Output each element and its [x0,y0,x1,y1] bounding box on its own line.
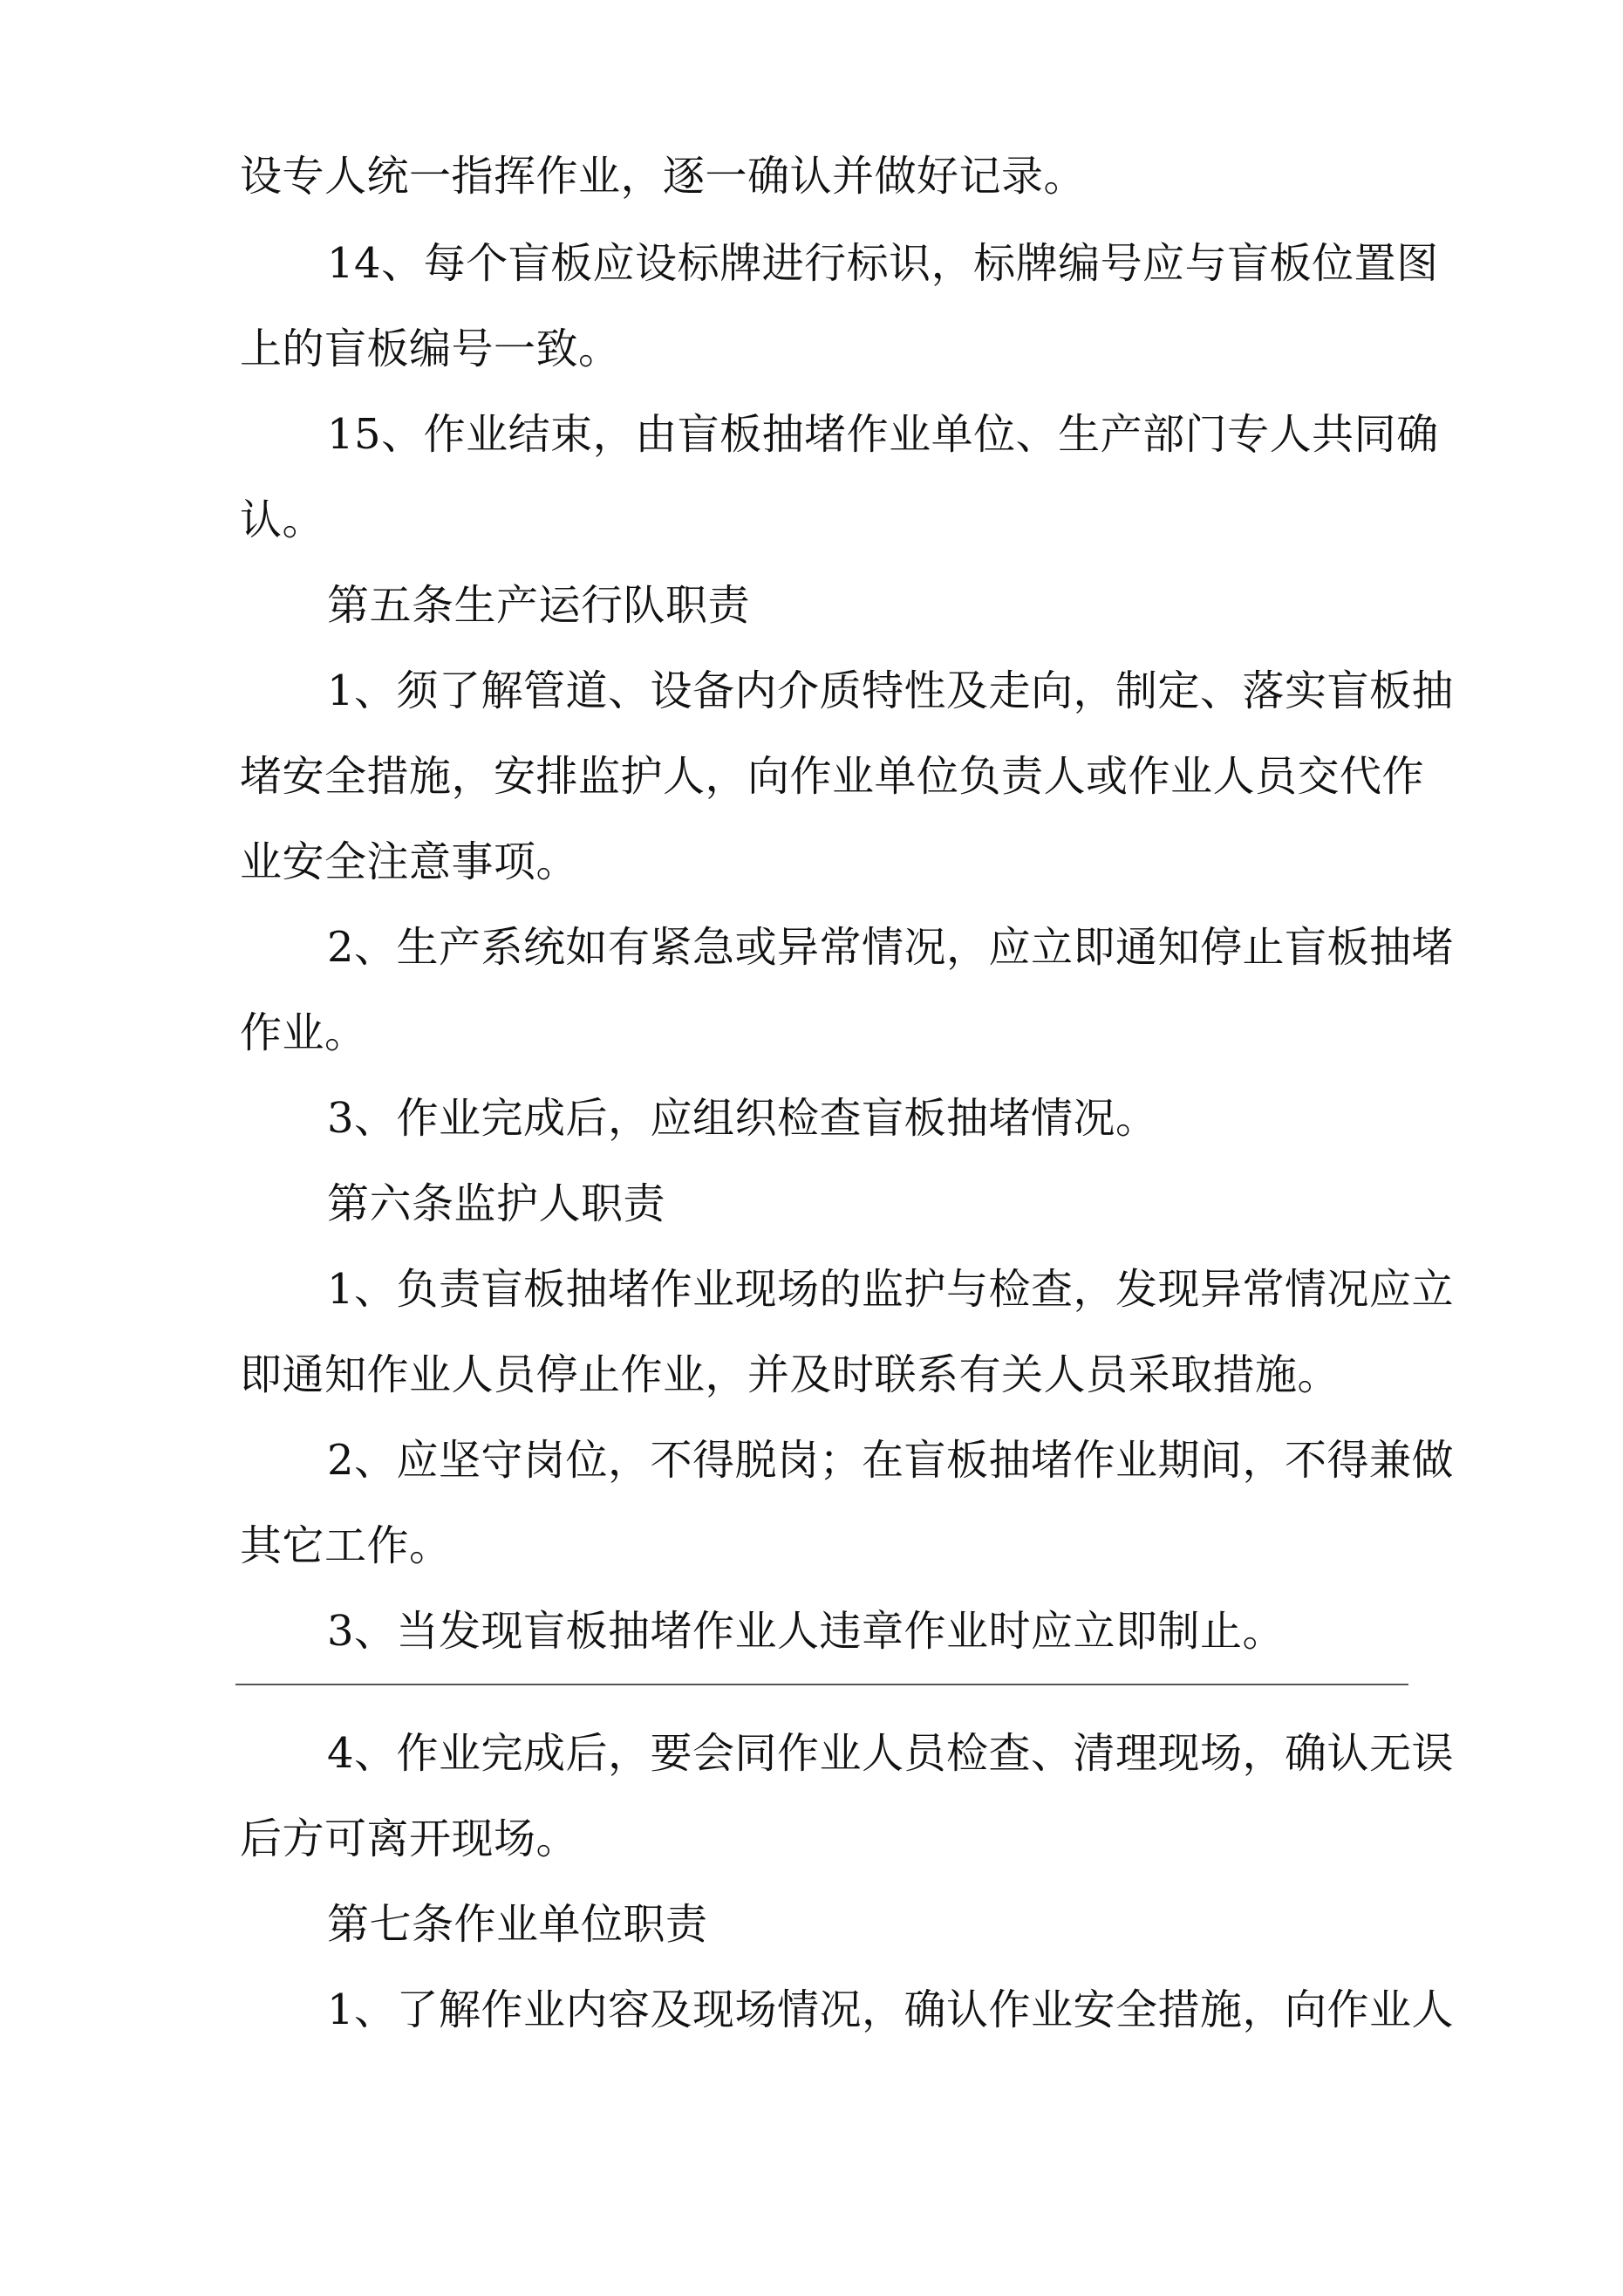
text-line: 即通知作业人员停止作业，并及时联系有关人员采取措施。 [240,1350,1340,1399]
text-line: 认。 [240,495,325,544]
text-line: 3、当发现盲板抽堵作业人违章作业时应立即制止。 [327,1607,1285,1656]
text-line: 作业。 [240,1008,367,1057]
text-line: 业安全注意事项。 [240,837,579,886]
text-line: 堵安全措施，安排监护人，向作业单位负责人或作业人员交代作 [240,752,1425,801]
text-line: 上的盲板编号一致。 [240,325,621,373]
text-line: 3、作业完成后，应组织检查盲板抽堵情况。 [327,1094,1158,1143]
text-line: 14、每个盲板应设标牌进行标识，标牌编号应与盲板位置图 [327,239,1439,288]
section-heading: 第七条作业单位职责 [327,1900,708,1949]
text-line: 2、应坚守岗位，不得脱岗；在盲板抽堵作业期间，不得兼做 [327,1436,1455,1485]
text-line: 1、负责盲板抽堵作业现场的监护与检查，发现异常情况应立 [327,1265,1455,1314]
text-line: 设专人统一指挥作业，逐一确认并做好记录。 [240,152,1087,201]
section-heading: 第六条监护人职责 [327,1179,666,1228]
text-line: 其它工作。 [240,1521,452,1570]
text-line: 1、须了解管道、设备内介质特性及走向，制定、落实盲板抽 [327,666,1455,715]
section-heading: 第五条生产运行队职责 [327,581,751,630]
page-divider [235,1684,1408,1685]
text-line: 15、作业结束，由盲板抽堵作业单位、生产部门专人共同确 [327,410,1439,459]
text-line: 4、作业完成后，要会同作业人员检查、清理现场，确认无误 [327,1729,1455,1778]
text-line: 1、了解作业内容及现场情况，确认作业安全措施，向作业人 [327,1985,1455,2034]
text-line: 后方可离开现场。 [240,1814,579,1863]
text-line: 2、生产系统如有紧急或异常情况，应立即通知停止盲板抽堵 [327,923,1455,972]
